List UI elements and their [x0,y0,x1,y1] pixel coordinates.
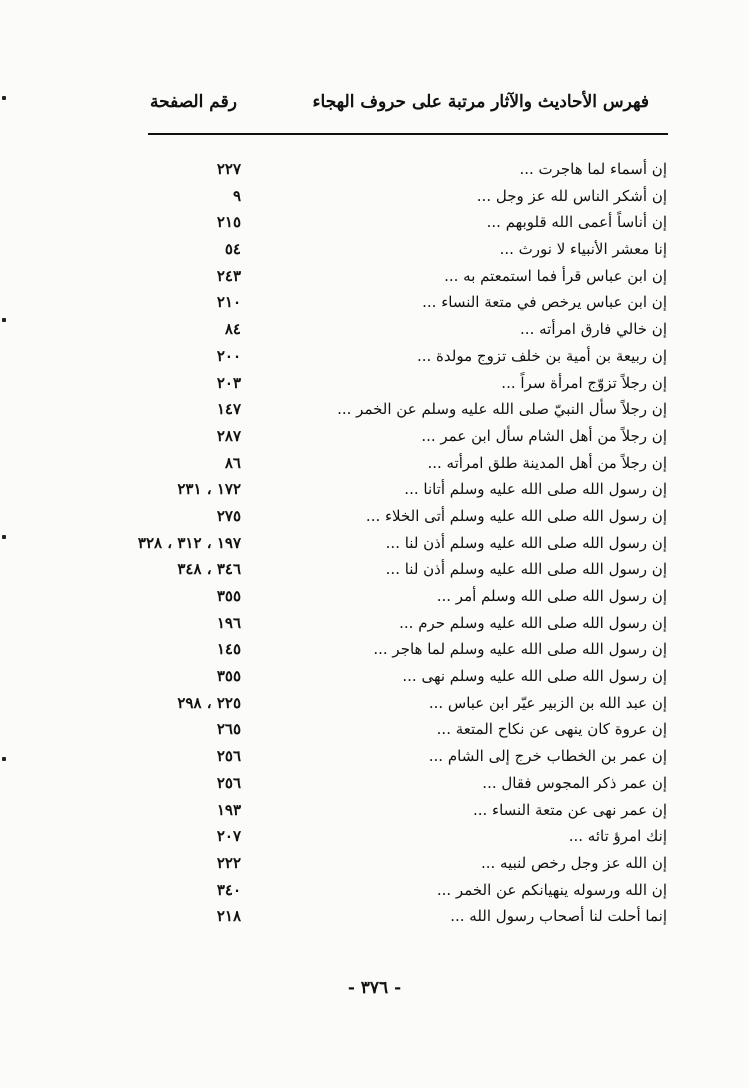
index-entry [0,400,749,427]
entry-page-number: ١٩٣ [216,800,241,819]
index-entry [0,507,749,534]
index-entry [0,240,749,267]
entry-text: إن ابن عباس قرأ فما استمعتم به ... [444,266,667,285]
page-number: - ٣٧٦ - [347,978,402,998]
entry-page-number: ٢٤٣ [216,266,241,285]
entry-text: إن عمر ذكر المجوس فقال ... [482,773,667,792]
entry-page-number: ١٤٥ [216,640,241,659]
index-entry [0,747,749,774]
index-entry [0,480,749,507]
entry-text: إن رسول الله صلى الله عليه وسلم نهى ... [402,667,667,686]
index-entry [0,160,749,187]
entry-page-number: ٢٥٦ [216,747,241,766]
entry-text: إن الله عز وجل رخص لنبيه ... [480,853,667,872]
index-entry [0,454,749,481]
entry-page-number: ٥٤ [224,240,241,259]
entry-text: إن أناساً أعمى الله قلوبهم ... [486,213,667,232]
entry-text: إن عمر بن الخطاب خرج إلى الشام ... [428,747,667,766]
index-entry [0,640,749,667]
index-entry [0,907,749,934]
index-entry [0,667,749,694]
entry-text: إنما أحلت لنا أصحاب رسول الله ... [450,907,667,926]
index-entry [0,801,749,828]
index-entry [0,560,749,587]
entry-page-number: ٨٦ [224,453,241,472]
header-divider [148,133,668,135]
entry-page-number: ٢٨٧ [216,426,241,445]
entry-text: إن رجلاً سأل النبيّ صلى الله عليه وسلم عن الخمر ... [337,400,667,419]
entry-page-number: ٢١٨ [216,907,241,926]
margin-mark [2,757,6,761]
entry-text: إن ربيعة بن أمية بن خلف تزوج مولدة ... [416,346,667,365]
page-number-column-header: رقم الصفحة [150,92,237,112]
margin-mark [2,318,6,322]
entry-page-number: ٢٢٢ [216,853,241,872]
entry-text: إن عروة كان ينهى عن نكاح المتعة ... [436,720,667,739]
index-entry [0,534,749,561]
entry-text: إن عمر نهى عن متعة النساء ... [472,800,667,819]
entry-page-number: ٩ [232,186,241,205]
entry-text: إن عبد الله بن الزبير عيّر ابن عباس ... [428,693,667,712]
index-entry [0,347,749,374]
entry-text: إن رجلاً من أهل المدينة طلق امرأته ... [427,453,667,472]
entry-page-number: ٣٥٥ [216,667,241,686]
index-entry [0,267,749,294]
entry-page-number: ٢٠٣ [216,373,241,392]
index-entry [0,827,749,854]
entry-text: إن رسول الله صلى الله عليه وسلم أذن لنا ... [385,533,667,552]
index-entry [0,854,749,881]
entry-text: إن رسول الله صلى الله وسلم أمر ... [436,587,667,605]
entry-page-number: ٢٢٧ [216,160,241,178]
index-entry [0,587,749,614]
entry-page-number: ١٩٧ ، ٣١٢ ، ٣٢٨ [137,533,241,552]
entry-page-number: ٣٤٦ ، ٣٤٨ [177,560,241,579]
entry-text: إن الله ورسوله ينهيانكم عن الخمر ... [436,880,667,899]
index-entry [0,694,749,721]
entry-text: إن أسماء لما هاجرت ... [519,160,667,178]
index-entry [0,187,749,214]
index-entry [0,374,749,401]
entry-text: إن رجلاً تزوّج امرأة سراً ... [501,373,667,392]
entry-text: إن رسول الله صلى الله عليه وسلم أتى الخلاء ... [365,506,667,525]
entry-text: إن رجلاً من أهل الشام سأل ابن عمر ... [421,426,667,445]
entry-page-number: ٣٥٥ [216,587,241,605]
entry-page-number: ٨٤ [224,320,241,339]
entry-page-number: ٢٢٥ ، ٢٩٨ [177,693,241,712]
entry-text: إنا معشر الأنبياء لا نورث ... [499,240,667,259]
entry-page-number: ٢١٥ [216,213,241,232]
margin-mark [2,535,6,539]
index-entry [0,614,749,641]
entry-page-number: ١٧٢ ، ٢٣١ [177,480,241,499]
entry-text: إن أشكر الناس لله عز وجل ... [476,186,667,205]
entry-text: إن خالي فارق امرأته ... [520,320,667,339]
index-entry [0,774,749,801]
entry-text: إن ابن عباس يرخص في متعة النساء ... [422,293,667,312]
index-entry [0,881,749,908]
entry-page-number: ١٩٦ [216,613,241,632]
entry-text: إنك امرؤ تائه ... [568,827,667,846]
index-entry [0,320,749,347]
entry-page-number: ١٤٧ [216,400,241,419]
entry-page-number: ٢٠٠ [216,346,241,365]
entry-text: إن رسول الله صلى الله عليه وسلم أذن لنا ... [385,560,667,579]
entry-text: إن رسول الله صلى الله عليه وسلم لما هاجر ... [373,640,667,659]
entry-page-number: ٢٦٥ [216,720,241,739]
entry-page-number: ٢٧٥ [216,506,241,525]
entry-page-number: ٣٤٠ [216,880,241,899]
index-entry [0,213,749,240]
index-title: فهرس الأحاديث والآثار مرتبة على حروف الهجاء [312,92,649,112]
margin-mark [2,96,6,100]
entry-page-number: ٢٠٧ [216,827,241,846]
entry-text: إن رسول الله صلى الله عليه وسلم حرم ... [399,613,667,632]
index-entry [0,720,749,747]
entry-page-number: ٢١٠ [216,293,241,312]
entry-page-number: ٢٥٦ [216,773,241,792]
index-entry [0,293,749,320]
entry-text: إن رسول الله صلى الله عليه وسلم أتانا ... [404,480,667,499]
index-entry [0,427,749,454]
index-entries [0,160,749,934]
